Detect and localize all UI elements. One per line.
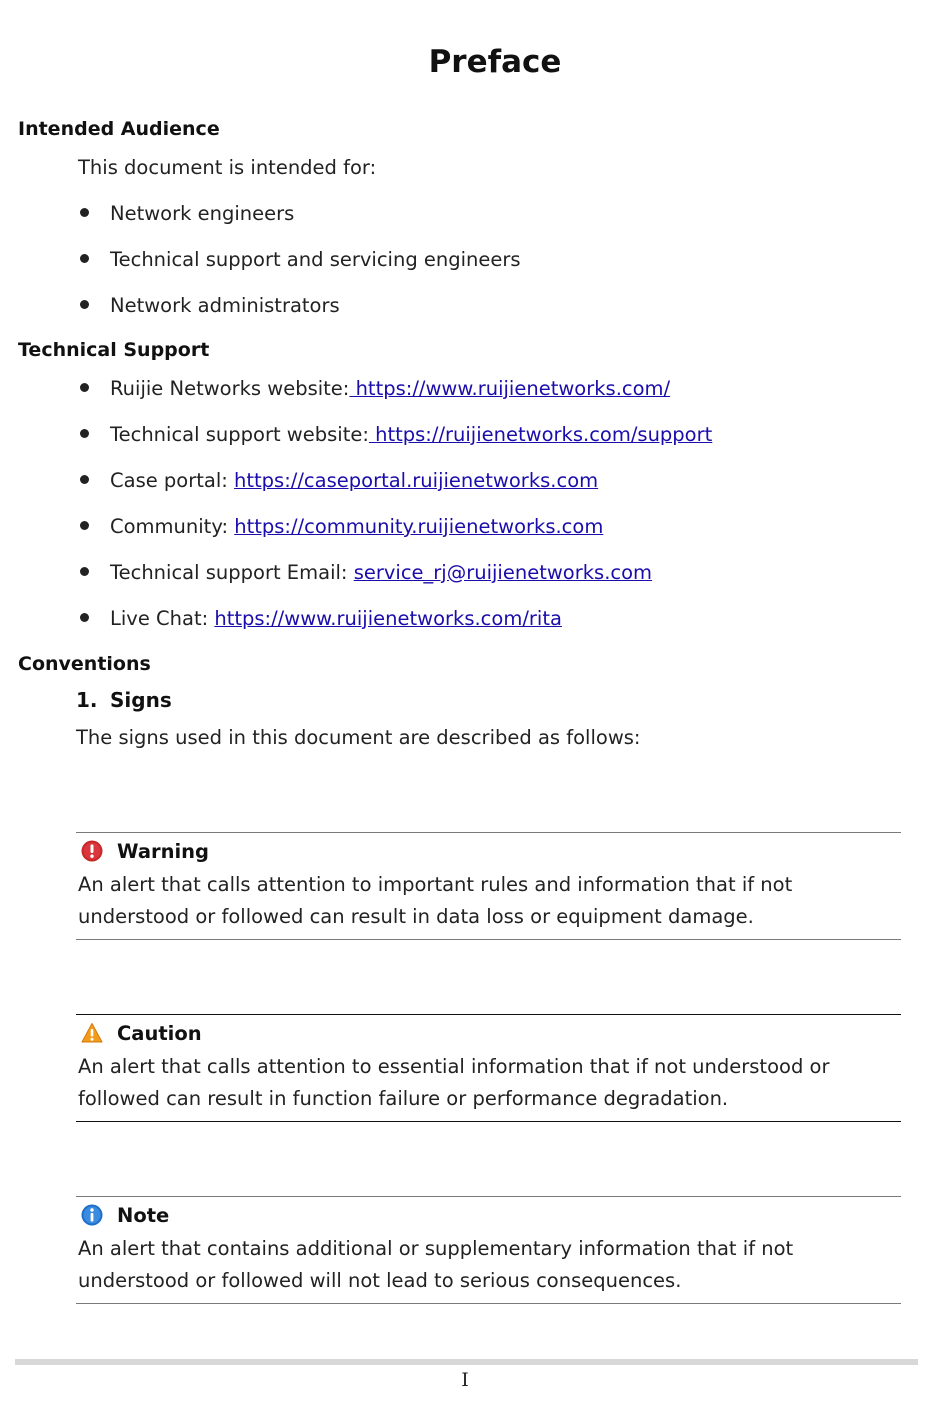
list-item: Technical support and servicing engineers: [80, 248, 521, 271]
bullet-icon: [80, 475, 89, 484]
caution-icon: [81, 1022, 103, 1044]
intended-audience-heading: Intended Audience: [18, 118, 220, 140]
audience-intro: This document is intended for:: [78, 156, 377, 179]
bullet-icon: [80, 429, 89, 438]
warning-title: Warning: [117, 839, 209, 863]
warning-box: [76, 832, 901, 940]
bullet-icon: [80, 208, 89, 217]
technical-support-heading: Technical Support: [18, 339, 210, 361]
caution-header: [76, 1015, 901, 1051]
website-link[interactable]: https://www.ruijienetworks.com/: [349, 377, 671, 400]
support-item-case-portal: [80, 469, 598, 492]
email-link[interactable]: service_rj@ruijienetworks.com: [353, 561, 653, 584]
page-number: I: [461, 1369, 469, 1391]
list-item: Network administrators: [80, 294, 340, 317]
conventions-heading: Conventions: [18, 653, 151, 675]
caution-text: An alert that calls attention to essential information that if not understood or followed can result in function failure or performance degradation.: [78, 1055, 830, 1110]
bullet-icon: [80, 521, 89, 530]
warning-icon: [81, 840, 103, 862]
bullet-icon: [80, 300, 89, 309]
support-label: Case portal:: [110, 469, 235, 492]
community-link[interactable]: https://community.ruijienetworks.com: [234, 515, 604, 538]
page-title: Preface: [428, 44, 562, 80]
caution-box: [76, 1014, 901, 1122]
list-item: Network engineers: [80, 202, 294, 225]
bullet-icon: [80, 254, 89, 263]
support-item-live-chat: [80, 607, 562, 630]
support-item-community: [80, 515, 603, 538]
live-chat-link[interactable]: https://www.ruijienetworks.com/rita: [214, 607, 562, 630]
note-header: [76, 1197, 901, 1233]
signs-number: 1.: [76, 688, 98, 712]
caution-title: Caution: [117, 1021, 202, 1045]
footer-divider: [15, 1359, 918, 1365]
support-label: Ruijie Networks website:: [110, 377, 350, 400]
bullet-icon: [80, 567, 89, 576]
case-portal-link[interactable]: https://caseportal.ruijienetworks.com: [234, 469, 599, 492]
bullet-icon: [80, 613, 89, 622]
support-label: Technical support Email:: [110, 561, 354, 584]
support-label: Community:: [110, 515, 235, 538]
signs-intro: The signs used in this document are described as follows:: [76, 726, 641, 749]
support-item-support-site: [80, 423, 712, 446]
signs-heading: [76, 688, 172, 712]
bullet-icon: [80, 383, 89, 392]
note-box: [76, 1196, 901, 1304]
support-label: Technical support website:: [110, 423, 369, 446]
support-label: Live Chat:: [110, 607, 215, 630]
signs-title: Signs: [110, 688, 172, 712]
note-text: An alert that contains additional or supplementary information that if not understood or followed will not lead to serious consequences.: [78, 1237, 794, 1292]
support-item-email: [80, 561, 652, 584]
support-item-website: [80, 377, 670, 400]
support-site-link[interactable]: https://ruijienetworks.com/support: [368, 423, 713, 446]
warning-header: [76, 833, 901, 869]
info-icon: [81, 1204, 103, 1226]
warning-text: An alert that calls attention to important rules and information that if not understood or followed can result in data loss or equipment damage.: [78, 873, 793, 928]
note-title: Note: [117, 1203, 170, 1227]
